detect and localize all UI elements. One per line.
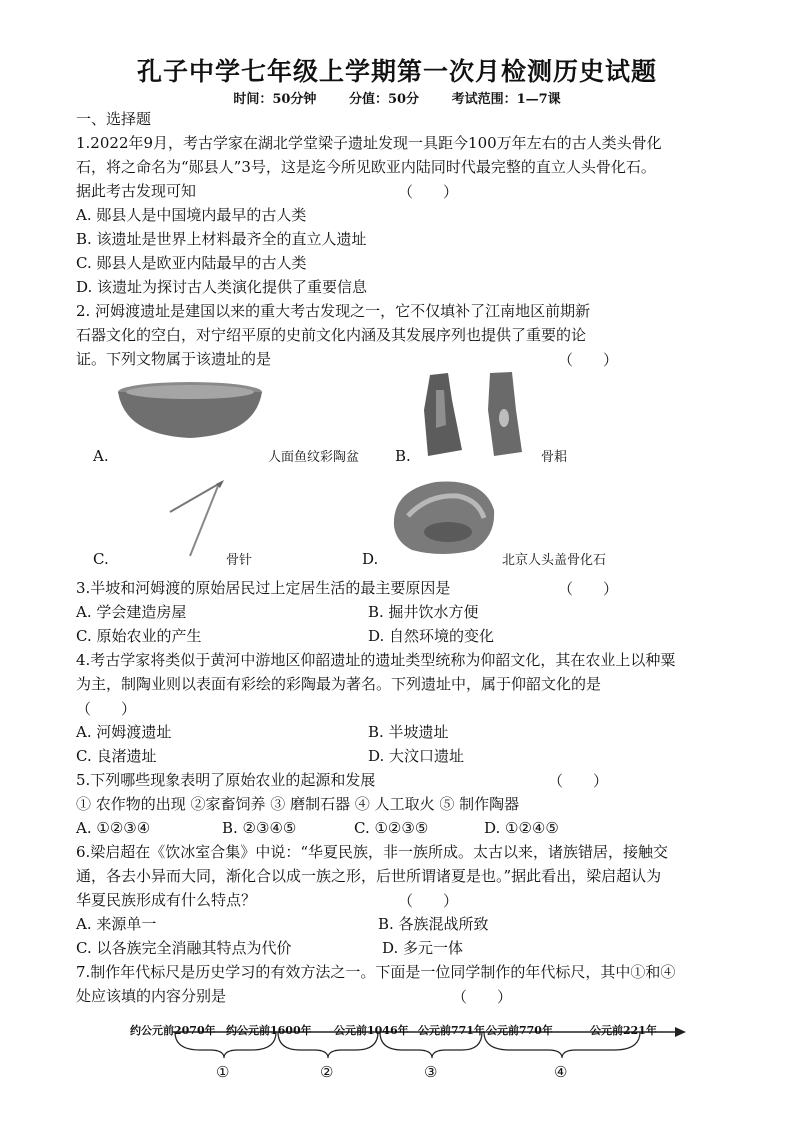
exam-time: 时间：50分钟 [233,92,317,107]
bone-spade-image [418,370,528,460]
q6-option-d: D. 多元一体 [382,939,464,957]
q7-answer-blank: （ ） [452,988,513,1006]
timeline-label-6: 公元前221年 [590,1024,657,1037]
q7-line1: 7.制作年代标尺是历史学习的有效方法之一。下面是一位同学制作的年代标尺，其中①和④ [76,963,676,981]
q1-option-b: B. 该遗址是世界上材料最齐全的直立人遗址 [76,230,367,248]
q7-line2: 处应该填的内容分别是 [76,987,227,1005]
q1-option-d: D. 该遗址为探讨古人类演化提供了重要信息 [76,278,368,296]
q5-option-c: C. ①②③⑤ [354,819,429,837]
q4-option-d: D. 大汶口遗址 [368,747,465,765]
q2-option-b-letter: B. [395,447,411,465]
q4-line1: 4.考古学家将类似于黄河中游地区仰韶遗址的遗址类型统称为仰韶文化，其在农业上以种粟 [76,651,676,669]
q1-answer-blank: （ ） [398,183,459,201]
q2-caption-c: 骨针 [226,553,253,568]
q6-option-a: A. 来源单一 [76,915,157,933]
q2-option-c-letter: C. [93,550,109,568]
q2-line3: 证。下列文物属于该遗址的是 [76,350,272,368]
exam-info [0,88,794,107]
q6-option-b: B. 各族混战所致 [378,915,489,933]
q2-caption-d: 北京人头盖骨化石 [502,553,607,568]
q4-option-c: C. 良渚遗址 [76,747,157,765]
q2-answer-blank: （ ） [558,351,619,369]
timeline-label-4: 公元前771年 [418,1024,485,1037]
q6-option-c: C. 以各族完全消融其特点为代价 [76,939,292,957]
q3-option-d: D. 自然环境的变化 [368,627,495,645]
q4-option-a: A. 河姆渡遗址 [76,723,172,741]
q5-option-d: D. ①②④⑤ [484,819,559,837]
q3-option-c: C. 原始农业的产生 [76,627,202,645]
q3-option-a: A. 学会建造房屋 [76,603,187,621]
timeline-arrow [675,1027,686,1037]
q2-caption-b: 骨耜 [541,450,568,465]
q3-answer-blank: （ ） [558,580,619,598]
timeline-label-1: 约公元前2070年 [130,1024,216,1037]
timeline-circle-1: ① [216,1063,230,1081]
q4-line2: 为主，制陶业则以表面有彩绘的彩陶最为著名。下列遗址中，属于仰韶文化的是 [76,675,602,693]
q1-line2: 石，将之命名为“郧县人”3号，这是迄今所见欧亚内陆同时代最完整的直立人头骨化石。 [76,158,656,176]
q3-stem: 3.半坡和河姆渡的原始居民过上定居生活的最主要原因是 [76,579,451,597]
q6-line1: 6.梁启超在《饮冰室合集》中说：“华夏民族，非一族所成。太古以来，诸族错居，接触交 [76,843,668,861]
q6-answer-blank: （ ） [398,892,459,910]
bone-needle-image [160,478,230,560]
page-title: 孔子中学七年级上学期第一次月检测历史试题 [136,57,657,86]
q1-line3: 据此考古发现可知 [76,182,197,200]
skull-fossil-image [388,476,498,558]
timeline-circle-3: ③ [424,1063,438,1081]
timeline-label-3: 公元前1046年 [334,1024,409,1037]
q4-option-b: B. 半坡遗址 [368,723,449,741]
q1-option-c: C. 郧县人是欧亚内陆最早的古人类 [76,254,307,272]
exam-score: 分值：50分 [348,92,420,107]
q5-stem: 5.下列哪些现象表明了原始农业的起源和发展 [76,771,376,789]
exam-scope: 考试范围：1—7课 [451,92,561,107]
q1-line1: 1.2022年9月，考古学家在湖北学堂梁子遗址发现一具距今100万年左右的古人类头骨化 [76,134,662,152]
q2-line2: 石器文化的空白，对宁绍平原的史前文化内涵及其发展序列也提供了重要的论 [76,326,587,344]
q2-caption-a: 人面鱼纹彩陶盆 [268,450,360,465]
q5-option-a: A. ①②③④ [76,819,151,837]
q2-line1: 2. 河姆渡遗址是建国以来的重大考古发现之一，它不仅填补了江南地区前期新 [76,302,591,320]
q6-line2: 通，各去小异而大同，渐化合以成一族之形，后世所谓诸夏是也。”据此看出，梁启超认为 [76,867,662,885]
pottery-basin-image [115,380,265,440]
section-heading: 一、选择题 [76,110,152,128]
q4-answer-blank: （ ） [76,700,137,718]
timeline-circle-2: ② [320,1063,334,1081]
q1-option-a: A. 郧县人是中国境内最早的古人类 [76,206,307,224]
q2-option-a-letter: A. [93,447,109,465]
q6-line3: 华夏民族形成有什么特点？ [76,891,257,909]
q5-items: ① 农作物的出现 ②家畜饲养 ③ 磨制石器 ④ 人工取火 ⑤ 制作陶器 [76,795,520,813]
timeline-label-5: 公元前770年 [486,1024,553,1037]
q3-option-b: B. 掘井饮水方便 [368,603,479,621]
q2-option-d-letter: D. [362,550,379,568]
timeline-circle-4: ④ [554,1063,568,1081]
timeline-label-2: 约公元前1600年 [226,1024,312,1037]
q5-answer-blank: （ ） [548,772,609,790]
q5-option-b: B. ②③④⑤ [222,819,297,837]
